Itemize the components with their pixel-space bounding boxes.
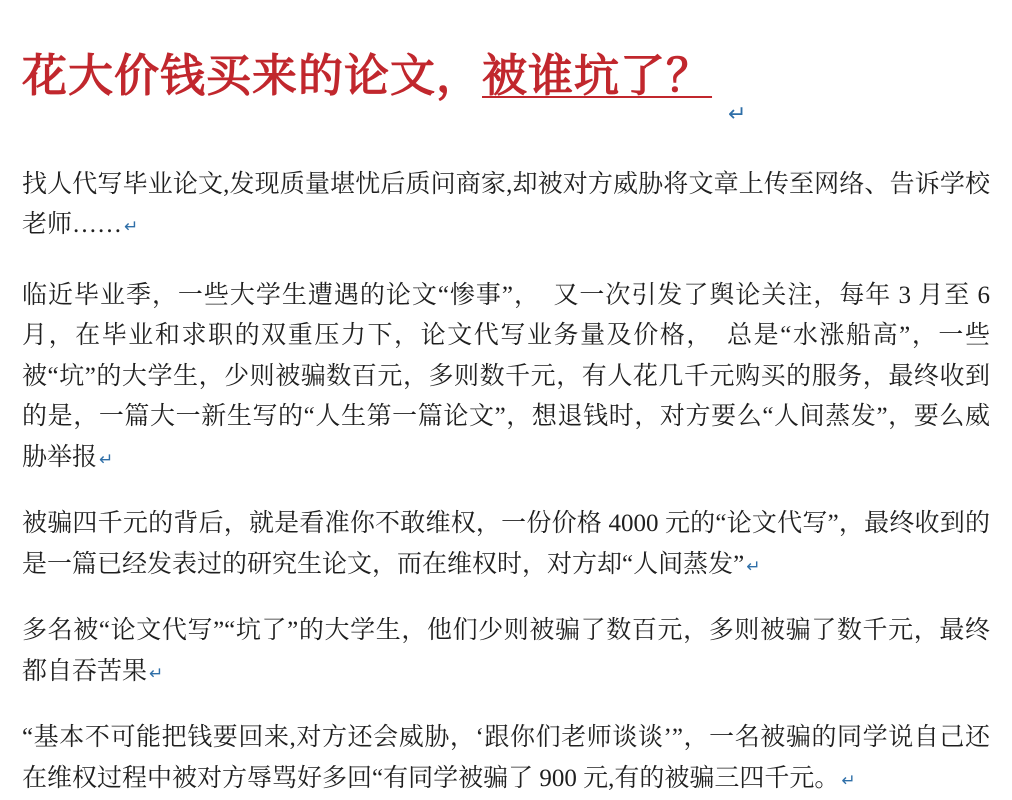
paragraph-4 [22, 718, 990, 799]
paragraph-mark-icon-2: ↵ [746, 556, 761, 576]
document-title-row [22, 18, 990, 135]
page-title-part1: 花大价钱买来的论文， [22, 50, 483, 102]
paragraph-2-text: 被骗四千元的背后，就是看准你不敢维权，一份价格 4000 元的“论文代写”，最终收到的是一篇已经发表过的研究生论文，而在维权时，对方却“人间蒸发” [22, 510, 990, 578]
paragraph-3 [22, 611, 990, 692]
paragraph-1 [22, 276, 990, 479]
document-body [22, 165, 990, 800]
paragraph-lead-text: 找人代写毕业论文,发现质量堪忧后质问商家,却被对方威胁将文章上传至网络、告诉学校老师…… [22, 170, 990, 239]
page-title [22, 48, 712, 104]
paragraph-lead [22, 165, 990, 246]
paragraph-mark-icon-4: ↵ [841, 770, 856, 790]
paragraph-2 [22, 504, 990, 585]
paragraph-3-text: 多名被“论文代写”“坑了”的大学生，他们少则被骗了数百元，多则被骗了数千元，最终都自吞苦果 [22, 617, 990, 685]
paragraph-1-text: 临近毕业季，一些大学生遭遇的论文“惨事”， 又一次引发了舆论关注，每年 3 月至 6 月，在毕业和求职的双重压力下，论文代写业务量及价格， 总是“水涨船高”，一些被“坑”的大学生，少则被骗数百元，多则数千元，有人花几千元购买的服务，最终收到的是，一篇大一新生写的“人生第一篇论文”，想退钱时，对方要么“人间蒸发”，要么威胁举报 [22, 281, 990, 471]
paragraph-mark-icon-lead: ↵ [124, 217, 139, 237]
page-title-part2: 被谁坑了？ [482, 50, 713, 102]
paragraph-mark-icon-1: ↵ [99, 449, 114, 469]
paragraph-mark-icon-title: ↵ [728, 100, 747, 126]
paragraph-4-text: “基本不可能把钱要回来,对方还会威胁，‘跟你们老师谈谈’”，一名被骗的同学说自己还在维权过程中被对方辱骂好多回“有同学被骗了 900 元,有的被骗三四千元。 [22, 724, 990, 792]
paragraph-mark-icon-3: ↵ [149, 663, 164, 683]
